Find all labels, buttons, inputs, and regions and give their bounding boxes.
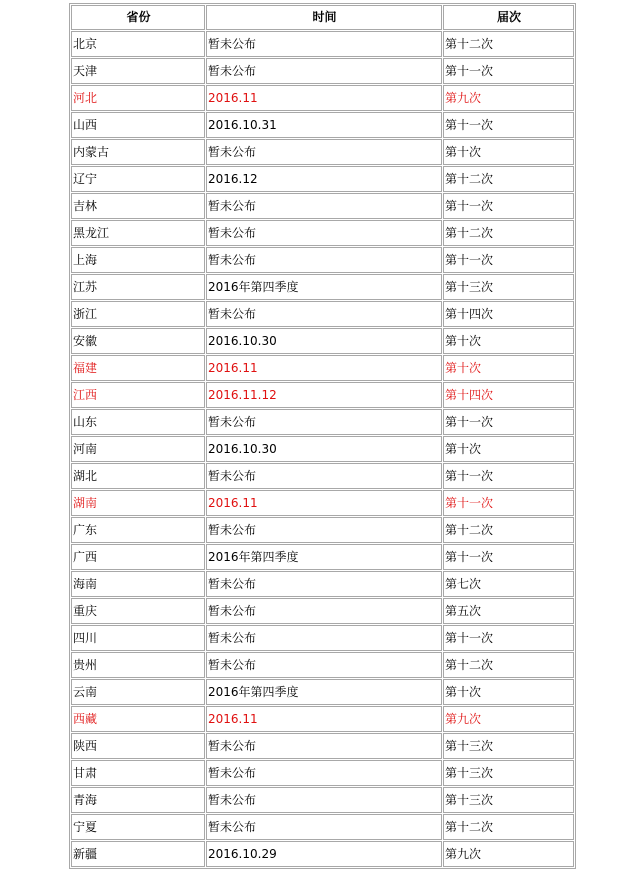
cell-province: 北京 (71, 31, 205, 57)
cell-session: 第五次 (443, 598, 574, 624)
cell-session: 第十三次 (443, 760, 574, 786)
cell-session: 第十一次 (443, 409, 574, 435)
cell-time: 2016年第四季度 (206, 544, 442, 570)
cell-province: 青海 (71, 787, 205, 813)
cell-session: 第十一次 (443, 193, 574, 219)
cell-session: 第十一次 (443, 490, 574, 516)
cell-province: 河北 (71, 85, 205, 111)
table-row (71, 58, 574, 84)
cell-time: 暂未公布 (206, 787, 442, 813)
cell-time: 2016.11 (206, 85, 442, 111)
table-row (71, 463, 574, 489)
cell-session: 第十一次 (443, 544, 574, 570)
cell-session: 第十一次 (443, 247, 574, 273)
table-row (71, 112, 574, 138)
cell-time: 暂未公布 (206, 409, 442, 435)
cell-session: 第十二次 (443, 220, 574, 246)
cell-session: 第七次 (443, 571, 574, 597)
cell-session: 第九次 (443, 85, 574, 111)
cell-session: 第十次 (443, 139, 574, 165)
cell-session: 第十二次 (443, 166, 574, 192)
table-row (71, 571, 574, 597)
cell-time: 2016年第四季度 (206, 274, 442, 300)
cell-session: 第十一次 (443, 625, 574, 651)
cell-time: 2016.10.30 (206, 436, 442, 462)
table-row (71, 787, 574, 813)
cell-time: 暂未公布 (206, 652, 442, 678)
cell-province: 山西 (71, 112, 205, 138)
cell-province: 福建 (71, 355, 205, 381)
cell-province: 广东 (71, 517, 205, 543)
table-row (71, 166, 574, 192)
cell-province: 湖北 (71, 463, 205, 489)
cell-time: 暂未公布 (206, 220, 442, 246)
cell-province: 吉林 (71, 193, 205, 219)
header-time: 时间 (206, 5, 442, 30)
cell-province: 河南 (71, 436, 205, 462)
cell-time: 暂未公布 (206, 760, 442, 786)
table-row (71, 220, 574, 246)
cell-time: 2016.11 (206, 706, 442, 732)
cell-session: 第九次 (443, 706, 574, 732)
table-row (71, 436, 574, 462)
cell-province: 云南 (71, 679, 205, 705)
cell-time: 2016.10.30 (206, 328, 442, 354)
cell-province: 甘肃 (71, 760, 205, 786)
table-row (71, 544, 574, 570)
cell-time: 2016.11 (206, 490, 442, 516)
cell-province: 辽宁 (71, 166, 205, 192)
cell-province: 重庆 (71, 598, 205, 624)
table-body (71, 31, 574, 867)
table-row (71, 355, 574, 381)
table-row (71, 31, 574, 57)
cell-province: 广西 (71, 544, 205, 570)
cell-time: 暂未公布 (206, 31, 442, 57)
table-row (71, 409, 574, 435)
cell-session: 第十次 (443, 436, 574, 462)
cell-province: 宁夏 (71, 814, 205, 840)
cell-time: 2016.10.31 (206, 112, 442, 138)
schedule-table-container (69, 3, 574, 869)
cell-time: 暂未公布 (206, 571, 442, 597)
cell-province: 海南 (71, 571, 205, 597)
table-row (71, 85, 574, 111)
cell-time: 暂未公布 (206, 625, 442, 651)
table-row (71, 841, 574, 867)
table-row (71, 328, 574, 354)
cell-province: 四川 (71, 625, 205, 651)
cell-province: 陕西 (71, 733, 205, 759)
table-row (71, 733, 574, 759)
schedule-table (69, 3, 576, 869)
header-province: 省份 (71, 5, 205, 30)
cell-session: 第十四次 (443, 382, 574, 408)
cell-session: 第九次 (443, 841, 574, 867)
cell-time: 暂未公布 (206, 463, 442, 489)
cell-time: 2016.11.12 (206, 382, 442, 408)
cell-session: 第十四次 (443, 301, 574, 327)
table-row (71, 679, 574, 705)
cell-time: 暂未公布 (206, 733, 442, 759)
table-row (71, 706, 574, 732)
header-session: 届次 (443, 5, 574, 30)
cell-time: 2016.11 (206, 355, 442, 381)
table-row (71, 814, 574, 840)
cell-session: 第十一次 (443, 463, 574, 489)
cell-session: 第十三次 (443, 787, 574, 813)
cell-time: 暂未公布 (206, 247, 442, 273)
table-row (71, 760, 574, 786)
table-row (71, 490, 574, 516)
cell-time: 暂未公布 (206, 301, 442, 327)
cell-time: 暂未公布 (206, 139, 442, 165)
cell-province: 湖南 (71, 490, 205, 516)
header-row (71, 5, 574, 30)
cell-session: 第十次 (443, 355, 574, 381)
cell-province: 新疆 (71, 841, 205, 867)
cell-time: 暂未公布 (206, 58, 442, 84)
cell-time: 暂未公布 (206, 598, 442, 624)
table-row (71, 598, 574, 624)
cell-time: 暂未公布 (206, 517, 442, 543)
cell-province: 上海 (71, 247, 205, 273)
cell-session: 第十二次 (443, 517, 574, 543)
table-row (71, 139, 574, 165)
cell-session: 第十二次 (443, 31, 574, 57)
table-row (71, 247, 574, 273)
cell-province: 山东 (71, 409, 205, 435)
cell-province: 西藏 (71, 706, 205, 732)
cell-province: 浙江 (71, 301, 205, 327)
cell-time: 暂未公布 (206, 814, 442, 840)
table-row (71, 301, 574, 327)
cell-province: 贵州 (71, 652, 205, 678)
cell-province: 黑龙江 (71, 220, 205, 246)
table-row (71, 274, 574, 300)
cell-session: 第十三次 (443, 274, 574, 300)
table-row (71, 652, 574, 678)
cell-session: 第十一次 (443, 58, 574, 84)
cell-time: 2016.10.29 (206, 841, 442, 867)
cell-session: 第十一次 (443, 112, 574, 138)
cell-time: 暂未公布 (206, 193, 442, 219)
cell-province: 天津 (71, 58, 205, 84)
table-row (71, 382, 574, 408)
cell-session: 第十三次 (443, 733, 574, 759)
cell-province: 安徽 (71, 328, 205, 354)
cell-province: 内蒙古 (71, 139, 205, 165)
cell-time: 2016年第四季度 (206, 679, 442, 705)
cell-session: 第十二次 (443, 652, 574, 678)
cell-session: 第十次 (443, 679, 574, 705)
table-row (71, 517, 574, 543)
cell-province: 江苏 (71, 274, 205, 300)
table-row (71, 625, 574, 651)
cell-time: 2016.12 (206, 166, 442, 192)
cell-session: 第十二次 (443, 814, 574, 840)
cell-province: 江西 (71, 382, 205, 408)
table-row (71, 193, 574, 219)
cell-session: 第十次 (443, 328, 574, 354)
